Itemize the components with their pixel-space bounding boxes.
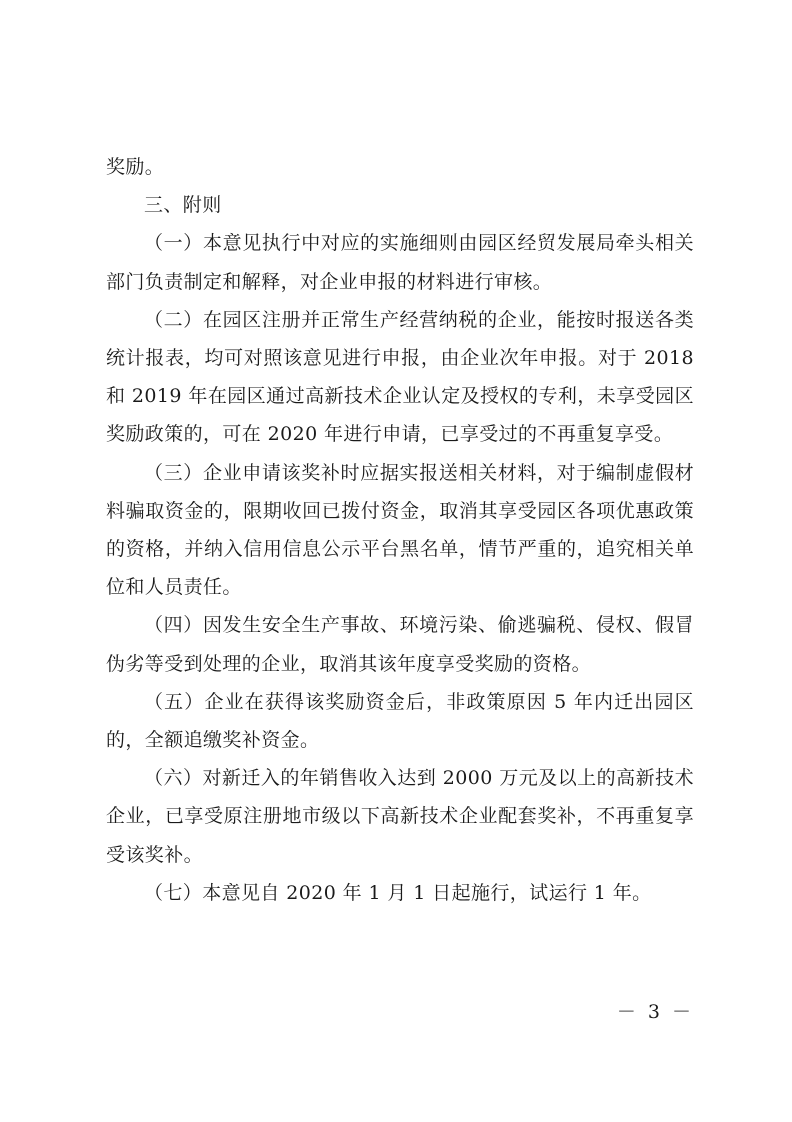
paragraph-5: （五）企业在获得该奖励资金后，非政策原因 5 年内迁出园区的，全额追缴奖补资金。 xyxy=(106,690,694,752)
page-number: － 3 － xyxy=(616,1001,694,1023)
paragraph-3: （三）企业申请该奖补时应据实报送相关材料，对于编制虚假材料骗取资金的，限期收回已拨付资金，取消其享受园区各项优惠政策的资格，并纳入信用信息公示平台黑名单，情节严重的，追究相关单位和人员责任。 xyxy=(106,461,694,599)
continuation-text: 奖励。 xyxy=(106,156,165,178)
paragraph-4: （四）因发生安全生产事故、环境污染、偷逃骗税、侵权、假冒伪劣等受到处理的企业，取消其该年度享受奖励的资格。 xyxy=(106,614,694,675)
paragraph-6: （六）对新迁入的年销售收入达到 2000 万元及以上的高新技术企业，已享受原注册地市级以下高新技术企业配套奖补，不再重复享受该奖补。 xyxy=(106,767,694,866)
paragraph-7: （七）本意见自 2020 年 1 月 1 日起施行，试运行 1 年。 xyxy=(144,881,652,904)
paragraph-1: （一）本意见执行中对应的实施细则由园区经贸发展局牵头相关部门负责制定和解释，对企业申报的材料进行审核。 xyxy=(106,232,694,293)
document-body xyxy=(106,148,694,912)
section-heading: 三、附则 xyxy=(144,194,222,217)
paragraph-2: （二）在园区注册并正常生产经营纳税的企业，能按时报送各类统计报表，均可对照该意见进行申报，由企业次年申报。对于 2018 和 2019 年在园区通过高新技术企业认定及授权的专利，未享受园区奖励政策的，可在 2020 年进行申请，已享受过的不再重复享受。 xyxy=(106,308,694,446)
